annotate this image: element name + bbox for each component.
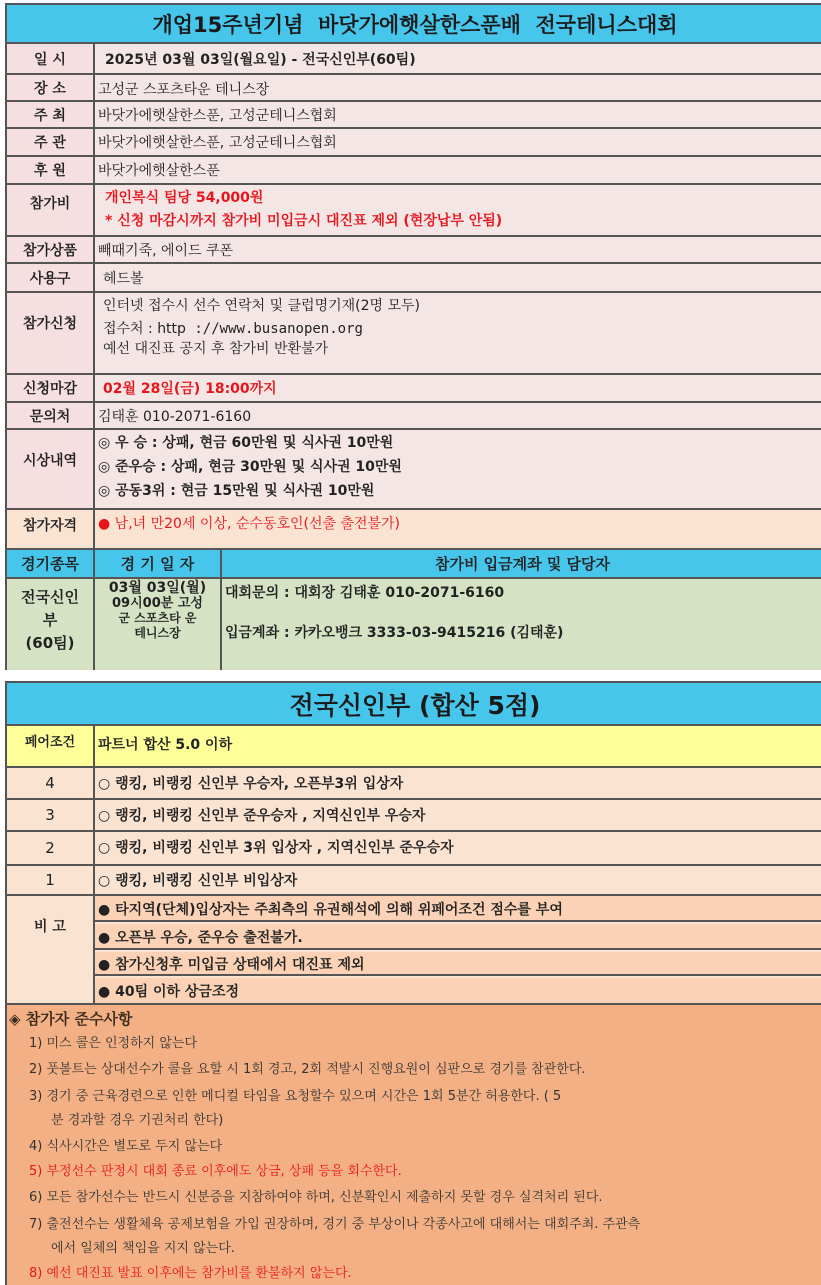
gift-value-cell — [95, 237, 821, 262]
row-qualify — [7, 510, 821, 548]
apply-label: 참가신청 — [7, 293, 95, 373]
score-row — [7, 866, 821, 894]
prize-line-3: ◎ 공동3위 : 현금 15만원 및 식사권 10만원 — [98, 483, 375, 499]
date-line-2: 09시00분 고성 — [112, 596, 203, 611]
row-host — [7, 102, 821, 127]
rule-item: 분 경과할 경우 기권처리 한다) — [51, 1113, 224, 1128]
sponsor-value-cell — [95, 157, 821, 183]
apply-value-cell — [95, 293, 821, 373]
place-value-cell — [95, 75, 821, 100]
contact-line: 대회문의 : 대회장 김태훈 010-2071-6160 — [225, 585, 505, 601]
schedule-account-cell — [222, 579, 821, 670]
schedule-head-account: 참가비 입금계좌 및 담당자 — [434, 555, 611, 573]
date-label: 일 시 — [7, 44, 95, 73]
schedule-head-date: 경 기 일 자 — [95, 550, 222, 577]
contact-value-cell — [95, 403, 821, 428]
account-line: 입금계좌 : 카카오뱅크 3333-03-9415216 (김태훈) — [225, 625, 564, 641]
rule-item: 3) 경기 중 근육경련으로 인한 메디컬 타임을 요청할수 있으며 시간은 1회 5분간 허용한다. ( 5 — [29, 1089, 562, 1104]
rules-heading: ◈ 참가자 준수사항 — [9, 1010, 133, 1028]
prize-line-1: ◎ 우 승 : 상패, 현금 60만원 및 식사권 10만원 — [98, 435, 394, 451]
qualify-value: ● 남,녀 만20세 이상, 순수동호인(선출 출전불가) — [98, 516, 401, 532]
division-title-bar — [7, 681, 821, 726]
host-value: 바닷가에햇살한스푼, 고성군테니스협회 — [98, 108, 337, 124]
fee-line-2: * 신청 마감시까지 참가비 미입금시 대진표 제외 (현장납부 안됨) — [105, 213, 503, 229]
ball-value-cell — [95, 264, 821, 291]
row-contact — [7, 403, 821, 428]
note-text: ● 타지역(단체)입상자는 주최측의 유권해석에 의해 위페어조건 점수를 부여 — [98, 902, 563, 918]
score-text-cell — [95, 832, 821, 864]
event-line-3: (60팀) — [25, 634, 75, 652]
schedule-event-cell — [7, 579, 95, 670]
score-value: 3 — [7, 800, 95, 830]
rule-item: 에서 일체의 책임을 지지 않는다. — [51, 1241, 235, 1256]
host-label: 주 최 — [7, 102, 95, 127]
date-line-3: 군 스포츠타 운 — [118, 611, 197, 625]
organizer-value-cell — [95, 129, 821, 155]
prize-value-cell — [95, 430, 821, 508]
score-value: 1 — [7, 866, 95, 894]
event-line-2: 부 — [42, 611, 58, 629]
place-value: 고성군 스포츠타운 테니스장 — [98, 82, 270, 98]
sponsor-value: 바닷가에햇살한스푼 — [98, 163, 220, 179]
row-ball — [7, 264, 821, 291]
score-text: ○ 랭킹, 비랭킹 신인부 우승자, 오픈부3위 입상자 — [98, 776, 404, 792]
apply-line-1: 인터넷 접수시 선수 연락처 및 클럽명기재(2명 모두) — [103, 298, 421, 314]
organizer-value: 바닷가에햇살한스푼, 고성군테니스협회 — [98, 135, 337, 151]
date-line-1: 03월 03일(월) — [108, 580, 207, 596]
rule-item: 6) 모든 참가선수는 반드시 신분증을 지참하여야 하며, 신분확인시 제출하지 못할 경우 실격처리 된다. — [29, 1190, 603, 1205]
note-row — [95, 952, 821, 976]
fee-line-1: 개인복식 팀당 54,000원 — [105, 190, 264, 206]
score-row — [7, 832, 821, 864]
page-title: 개업15주년기념 바닷가에햇살한스푼배 전국테니스대회 — [152, 12, 678, 37]
score-value: 4 — [7, 768, 95, 798]
qualify-label: 참가자격 — [7, 510, 95, 548]
score-row — [7, 800, 821, 830]
note-text: ● 참가신청후 미입금 상태에서 대진표 제외 — [98, 957, 365, 973]
score-text-cell — [95, 800, 821, 830]
row-gift — [7, 237, 821, 262]
apply-line-2 — [103, 318, 363, 338]
date-line-4: 테니스장 — [134, 626, 181, 640]
rule-item: 7) 출전선수는 생활체육 공제보험을 가입 권장하며, 경기 중 부상이나 각종사고에 대해서는 대회주최. 주관측 — [29, 1217, 641, 1232]
schedule-head-event: 경기종목 — [7, 550, 95, 577]
place-label: 장 소 — [7, 75, 95, 100]
schedule-date-cell — [95, 579, 222, 670]
rule-item: 1) 미스 콜은 인정하지 않는다 — [29, 1036, 198, 1051]
score-value: 2 — [7, 832, 95, 864]
prize-line-2: ◎ 준우승 : 상패, 현금 30만원 및 식사권 10만원 — [98, 459, 402, 475]
fee-value-cell — [95, 185, 821, 235]
note-row — [95, 978, 821, 1003]
date-value: 2025년 03월 03일(월요일) - 전국신인부(60팀) — [105, 52, 416, 68]
deadline-value-cell — [95, 375, 821, 401]
gift-value: 빼때기죽, 에이드 쿠폰 — [98, 243, 234, 259]
schedule-header — [7, 550, 821, 577]
event-line-1: 전국신인 — [21, 588, 79, 606]
contact-value: 김태훈 010-2071-6160 — [98, 409, 252, 425]
gift-label: 참가상품 — [7, 237, 95, 262]
row-date — [7, 44, 821, 73]
pair-value-cell — [95, 726, 821, 766]
row-deadline — [7, 375, 821, 401]
row-apply — [7, 293, 821, 373]
apply-line-3: 예선 대진표 공지 후 참가비 반환불가 — [103, 341, 329, 357]
row-fee — [7, 185, 821, 235]
note-text: ● 40팀 이하 상금조정 — [98, 984, 239, 1000]
rules-section — [7, 1005, 821, 1285]
apply-url-link[interactable]: ://www.busanopen.org — [185, 321, 363, 337]
row-place — [7, 75, 821, 100]
pair-value: 파트너 합산 5.0 이하 — [98, 737, 233, 753]
row-sponsor — [7, 157, 821, 183]
host-value-cell — [95, 102, 821, 127]
qualify-value-cell — [95, 510, 821, 548]
deadline-label: 신청마감 — [7, 375, 95, 401]
note-row — [95, 896, 821, 922]
score-text: ○ 랭킹, 비랭킹 신인부 3위 입상자 , 지역신인부 준우승자 — [98, 840, 454, 856]
rule-item-highlight: 8) 예선 대진표 발표 이후에는 참가비를 환불하지 않는다. — [29, 1266, 352, 1281]
score-text: ○ 랭킹, 비랭킹 신인부 비입상자 — [98, 873, 298, 889]
division-title: 전국신인부 (합산 5점) — [289, 690, 541, 720]
rule-item-highlight: 5) 부정선수 판정시 대회 종료 이후에도 상금, 상패 등을 회수한다. — [29, 1164, 402, 1179]
notes-label: 비 고 — [7, 896, 95, 1003]
score-text-cell — [95, 866, 821, 894]
ball-label: 사용구 — [7, 264, 95, 291]
apply-line-2-prefix: 접수처 : http — [103, 321, 186, 337]
row-pair — [7, 726, 821, 766]
date-value-cell — [95, 44, 821, 73]
sponsor-label: 후 원 — [7, 157, 95, 183]
prize-label: 시상내역 — [7, 430, 95, 508]
schedule-body — [7, 579, 821, 670]
fee-label: 참가비 — [7, 185, 95, 235]
deadline-value: 02월 28일(금) 18:00까지 — [103, 381, 277, 397]
row-prize — [7, 430, 821, 508]
division-table — [5, 681, 821, 1285]
title-bar — [7, 3, 821, 44]
note-text: ● 오픈부 우승, 준우승 출전불가. — [98, 930, 303, 946]
score-text-cell — [95, 768, 821, 798]
ball-value: 헤드볼 — [103, 271, 144, 287]
pair-label: 페어조건 — [7, 726, 95, 766]
organizer-label: 주 관 — [7, 129, 95, 155]
row-organizer — [7, 129, 821, 155]
score-text: ○ 랭킹, 비랭킹 신인부 준우승자 , 지역신인부 우승자 — [98, 808, 426, 824]
event-info-table — [5, 3, 821, 670]
row-notes — [7, 896, 821, 1003]
rule-item: 4) 식사시간은 별도로 두지 않는다 — [29, 1139, 223, 1154]
contact-label: 문의처 — [7, 403, 95, 428]
note-row — [95, 924, 821, 950]
rule-item: 2) 풋볼트는 상대선수가 콜을 요할 시 1회 경고, 2회 적발시 진행요원이 심판으로 경기를 참관한다. — [29, 1062, 586, 1077]
score-row — [7, 768, 821, 798]
